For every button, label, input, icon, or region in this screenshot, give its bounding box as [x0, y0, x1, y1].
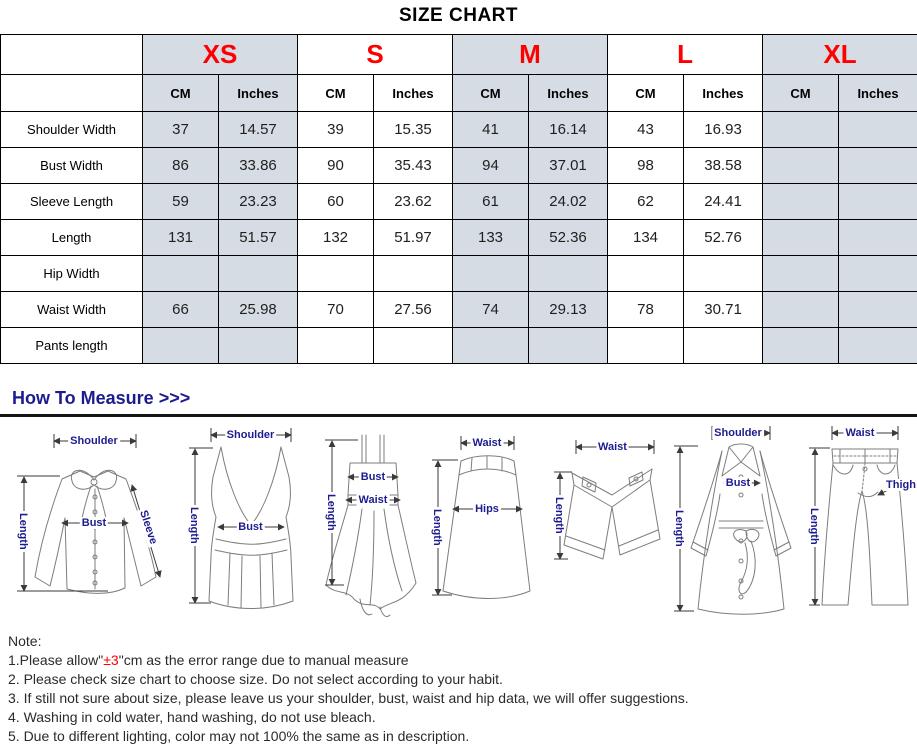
table-row: [1, 112, 917, 148]
table-row: [1, 148, 917, 184]
size-value-cell: [219, 328, 298, 364]
figure-blouse: [8, 419, 180, 624]
size-value-cell: 74: [453, 292, 529, 328]
row-label: Shoulder Width: [1, 112, 143, 148]
measure-label-waist: Waist: [358, 494, 388, 506]
measure-label-shoulder: Shoulder: [714, 427, 762, 439]
size-value-cell: 133: [453, 220, 529, 256]
size-value-cell: 23.62: [374, 184, 453, 220]
size-header-xs: XS: [143, 35, 298, 75]
jeans-sketch: [806, 419, 914, 624]
size-value-cell: 29.13: [529, 292, 608, 328]
unit-header-inches: Inches: [374, 75, 453, 112]
size-value-cell: [763, 148, 839, 184]
table-row: [1, 220, 917, 256]
size-value-cell: 38.58: [684, 148, 763, 184]
measure-label-bust: Bust: [238, 521, 263, 533]
table-row: [1, 328, 917, 364]
size-value-cell: 70: [298, 292, 374, 328]
size-value-cell: 78: [608, 292, 684, 328]
size-header-s: S: [298, 35, 453, 75]
size-value-cell: 66: [143, 292, 219, 328]
size-value-cell: 16.93: [684, 112, 763, 148]
size-value-cell: [219, 256, 298, 292]
size-value-cell: [143, 328, 219, 364]
size-value-cell: 52.36: [529, 220, 608, 256]
size-value-cell: 37: [143, 112, 219, 148]
size-value-cell: 52.76: [684, 220, 763, 256]
size-value-cell: [839, 148, 917, 184]
size-value-cell: [763, 184, 839, 220]
note-1-suffix: "cm as the error range due to manual measure: [118, 652, 409, 668]
size-value-cell: [763, 328, 839, 364]
size-value-cell: [143, 256, 219, 292]
size-value-cell: 16.14: [529, 112, 608, 148]
note-1-prefix: 1.Please allow": [8, 652, 104, 668]
page-title: SIZE CHART: [399, 5, 518, 26]
size-value-cell: 86: [143, 148, 219, 184]
measure-label-shoulder: Shoulder: [226, 429, 275, 441]
measure-label-hips: Hips: [475, 503, 499, 515]
measure-label-waist: Waist: [598, 441, 627, 453]
row-label: Length: [1, 220, 143, 256]
size-value-cell: 37.01: [529, 148, 608, 184]
size-table-body: [1, 112, 917, 364]
measure-label-length: Length: [188, 507, 201, 544]
size-value-cell: [608, 328, 684, 364]
row-label: Waist Width: [1, 292, 143, 328]
size-value-cell: [839, 292, 917, 328]
row-label: Bust Width: [1, 148, 143, 184]
figure-jeans: [806, 419, 914, 624]
unit-header-inches: Inches: [684, 75, 763, 112]
measure-label-bust: Bust: [81, 517, 107, 529]
table-row: [1, 292, 917, 328]
size-value-cell: 90: [298, 148, 374, 184]
measure-label-length: Length: [553, 497, 566, 534]
row-label: Hip Width: [1, 256, 143, 292]
size-value-cell: 134: [608, 220, 684, 256]
size-value-cell: 14.57: [219, 112, 298, 148]
measure-label-waist: Waist: [472, 437, 502, 449]
size-header-row: [1, 35, 917, 75]
measure-label-thigh: Thigh: [886, 479, 916, 491]
size-value-cell: [684, 328, 763, 364]
size-value-cell: 61: [453, 184, 529, 220]
size-value-cell: [453, 256, 529, 292]
size-header-xl: XL: [763, 35, 917, 75]
unit-header-inches: Inches: [219, 75, 298, 112]
figure-tank-top: [183, 419, 318, 624]
size-value-cell: [684, 256, 763, 292]
unit-header-cm: CM: [453, 75, 529, 112]
tolerance-value: ±3: [103, 652, 119, 668]
size-value-cell: 15.35: [374, 112, 453, 148]
note-line-4: 4. Washing in cold water, hand washing, do not use bleach.: [8, 709, 376, 725]
unit-header-row: [1, 75, 917, 112]
size-value-cell: 30.71: [684, 292, 763, 328]
size-value-cell: [763, 292, 839, 328]
size-value-cell: [763, 112, 839, 148]
size-value-cell: [453, 328, 529, 364]
measure-label-waist: Waist: [845, 427, 875, 439]
table-row: [1, 184, 917, 220]
unit-header-cm: CM: [298, 75, 374, 112]
size-value-cell: 98: [608, 148, 684, 184]
note-line-5: 5. Due to different lighting, color may not 100% the same as in description.: [8, 728, 470, 744]
unit-header-cm: CM: [143, 75, 219, 112]
size-value-cell: [839, 220, 917, 256]
size-value-cell: [608, 256, 684, 292]
figure-coat: [672, 419, 804, 624]
measure-label-length: Length: [808, 508, 821, 545]
measure-label-bust: Bust: [725, 477, 751, 489]
size-value-cell: 51.97: [374, 220, 453, 256]
row-label: Sleeve Length: [1, 184, 143, 220]
measure-label-shoulder: Shoulder: [70, 435, 118, 447]
size-value-cell: [529, 256, 608, 292]
size-value-cell: 132: [298, 220, 374, 256]
unit-header-inches: Inches: [529, 75, 608, 112]
size-value-cell: [374, 256, 453, 292]
size-value-cell: 60: [298, 184, 374, 220]
notes-heading: Note:: [8, 633, 42, 649]
unit-header-cm: CM: [763, 75, 839, 112]
figure-shorts: [550, 419, 675, 624]
coat-sketch: [672, 419, 804, 624]
size-value-cell: 24.41: [684, 184, 763, 220]
measure-label-length: Length: [673, 510, 686, 547]
how-to-measure-heading: How To Measure >>>: [12, 388, 191, 408]
table-row: [1, 256, 917, 292]
note-line-2: 2. Please check size chart to choose size. Do not select according to your habit.: [8, 671, 503, 687]
figure-skirt: [428, 419, 546, 624]
measure-label-bust: Bust: [360, 471, 386, 483]
measure-figures: [0, 419, 917, 624]
size-value-cell: [839, 112, 917, 148]
size-chart-table: [0, 34, 917, 364]
size-value-cell: 94: [453, 148, 529, 184]
size-value-cell: 51.57: [219, 220, 298, 256]
size-value-cell: 25.98: [219, 292, 298, 328]
size-value-cell: [374, 328, 453, 364]
size-value-cell: 131: [143, 220, 219, 256]
size-value-cell: 39: [298, 112, 374, 148]
notes: [8, 632, 917, 746]
size-value-cell: 62: [608, 184, 684, 220]
size-value-cell: 41: [453, 112, 529, 148]
corner-cell: [1, 75, 143, 112]
measure-label-length: Length: [431, 509, 444, 546]
measure-label-length: Length: [325, 494, 338, 531]
size-value-cell: 33.86: [219, 148, 298, 184]
note-line-1: [8, 651, 917, 670]
size-value-cell: [839, 184, 917, 220]
size-value-cell: [298, 256, 374, 292]
size-value-cell: [839, 256, 917, 292]
size-value-cell: [763, 256, 839, 292]
measure-label-length: Length: [17, 513, 30, 550]
figure-dress: [318, 419, 428, 624]
divider-line: [0, 414, 917, 417]
size-header-l: L: [608, 35, 763, 75]
size-value-cell: [529, 328, 608, 364]
size-value-cell: 59: [143, 184, 219, 220]
corner-cell: [1, 35, 143, 75]
skirt-sketch: [428, 419, 546, 624]
unit-header-cm: CM: [608, 75, 684, 112]
size-header-m: M: [453, 35, 608, 75]
size-value-cell: 23.23: [219, 184, 298, 220]
size-value-cell: 24.02: [529, 184, 608, 220]
size-value-cell: 35.43: [374, 148, 453, 184]
note-line-3: 3. If still not sure about size, please leave us your shoulder, bust, waist and hip data, we will offer suggestions.: [8, 690, 689, 706]
row-label: Pants length: [1, 328, 143, 364]
unit-header-inches: Inches: [839, 75, 917, 112]
size-value-cell: [298, 328, 374, 364]
size-value-cell: 43: [608, 112, 684, 148]
size-value-cell: [763, 220, 839, 256]
size-value-cell: 27.56: [374, 292, 453, 328]
measure-label-sleeve: Sleeve: [137, 508, 160, 546]
size-value-cell: [839, 328, 917, 364]
